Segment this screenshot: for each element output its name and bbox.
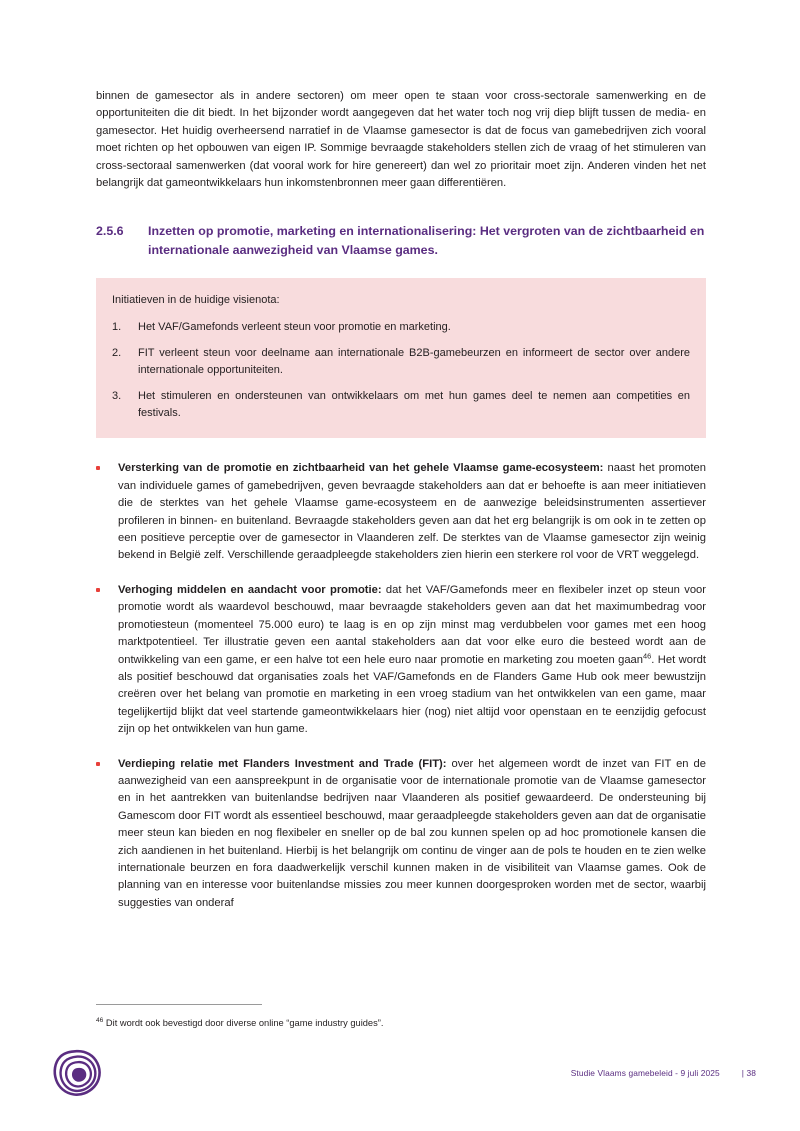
footer-page-number: | 38 [741,1068,756,1078]
list-item [96,582,706,739]
spiral-blob-logo-icon [52,1049,102,1099]
bullet-lead-in: Verdieping relatie met Flanders Investment and Trade (FIT): [118,757,447,770]
footnote-separator-rule [96,1004,262,1005]
page-footer [0,1048,800,1118]
footnote-entry [96,1016,706,1030]
bullet-marker [96,582,118,739]
footer-document-reference: Studie Vlaams gamebeleid - 9 juli 2025 [570,1068,720,1078]
list-item-number: 1. [112,321,122,334]
section-title: Inzetten op promotie, marketing en internationalisering: Het vergroten van de zichtbaarheid en internationale aanwezigheid van Vlaamse games. [148,224,705,258]
bullet-lead-in: Versterking van de promotie en zichtbaarheid van het gehele Vlaamse game-ecosysteem: [118,462,604,475]
list-item [96,460,706,564]
list-item [112,345,690,379]
section-heading [96,222,706,260]
section-number: 2.5.6 [96,224,124,239]
bullet-paragraph-continued: . Het wordt als positief beschouwd dat organisaties zoals het VAF/Gamefonds en de Flanders Game Hub ook meer bewustzijn creëren over het belang van promotie en marketing in een vroeg stadium van het ontwikkelen van een game, maar tegelijkertijd blijkt dat veel startende gameontwikkelaars hier (nog) niet altijd voor openstaan en te eenzijdig gefocust zijn op het ontwikkelen van hun game. [118,653,706,736]
footnote-area [96,1004,706,1030]
initiatives-callout-box [96,278,706,438]
list-item-text: FIT verleent steun voor deelname aan internationale B2B-gamebeurzen en informeert de sector over andere internationale opportuniteiten. [138,347,690,377]
list-item [112,388,690,422]
bulleted-findings-list [96,460,706,912]
list-item-number: 3. [112,390,122,403]
callout-numbered-list [112,319,690,422]
bullet-paragraph: over het algemeen wordt de inzet van FIT en de aanwezigheid van een aanspreekpunt in de organisatie voor de internationale promotie van de Vlaamse gamesector en in het aantrekken van buitenlandse bedrijven naar Vlaanderen als positief gewaardeerd. De ondersteuning bij Gamescom door FIT wordt als essentieel beschouwd, maar geraadpleegde stakeholders geven aan dat de organisatie meer steun kan bieden en nog flexibeler en sneller op de bal zou kunnen spelen op ad hoc promotionele kansen die zich aandienen in het buitenland. Hierbij is het belangrijk om continu de vinger aan de pols te houden en te zien welke internationale beurzen en fora daadwerkelijk verschil kunnen maken in de visibiliteit van Vlaamse games. Ook de planning van en interesse voor buitenlandse missies zou meer kunnen doorgesproken worden met de sector, waarbij suggesties van onderaf [118,757,706,909]
list-item-text: Het stimuleren en ondersteunen van ontwikkelaars om met hun games deel te nemen aan competities en festivals. [138,390,690,420]
bullet-body [118,582,706,739]
footnote-number: 46 [96,1016,104,1024]
bullet-marker [96,460,118,564]
bullet-lead-in: Verhoging middelen en aandacht voor promotie: [118,583,382,596]
list-item [112,319,690,336]
square-bullet-icon [96,588,100,592]
list-item-text: Het VAF/Gamefonds verleent steun voor promotie en marketing. [138,321,451,334]
bullet-paragraph: naast het promoten van individuele games of gamebedrijven, geven bevraagde stakeholders aan dat er behoefte is aan meer initiatieven die de sterktes van het gehele Vlaamse game-ecosysteem en de aanwezige beleidsinstrumenten assertiever profileren in binnen- en buitenland. Bevraagde stakeholders geven aan dat het erg belangrijk is om ook in te zetten op een positieve perceptie over de gamesector in Vlaanderen zelf. De sterktes van de Vlaamse gamesector zijn weinig bekend in België zelf. Verschillende geraadpleegde stakeholders zien hierin een sterkere rol voor de VRT weggelegd. [118,462,706,562]
list-item [96,756,706,913]
bullet-paragraph: dat het VAF/Gamefonds meer en flexibeler inzet op steun voor promotie wordt als waardevol beschouwd, maar bevraagde stakeholders geven aan dat het maximumbedrag voor promotiesteun (momenteel 75.000 euro) te laag is en op zijn minst mag verdubbelen voor games met een hoog marktpotentieel. Ter illustratie geven een aantal stakeholders aan dat voor elke euro die besteed wordt aan de ontwikkeling van een game, er een halve tot een hele euro naar promotie en marketing zou moeten gaan [118,583,706,666]
bullet-marker [96,756,118,913]
page-content [96,88,706,912]
intro-paragraph: binnen de gamesector als in andere sectoren) om meer open te staan voor cross-sectorale samenwerking en de opportuniteiten die dit biedt. In het bijzonder wordt aangegeven dat het water toch nog vrij diep blijft tussen de media- en gamesector. Het huidig overheersend narratief in de Vlaamse gamesector is dat de focus van gamebedrijven zich vooral moet richten op het opbouwen van eigen IP. Sommige bevraagde stakeholders stellen zich de vraag of het stimuleren van cross-sectoraal samenwerken (dat vooral work for hire genereert) dan wel zo prioritair moet zijn. Anderen vinden het net belangrijk dat gameontwikkelaars hun inkomstenbronnen meer gaan differentiëren. [96,90,706,190]
bullet-body [118,460,706,564]
list-item-number: 2. [112,347,122,360]
footnote-reference-46[interactable]: 46 [643,650,652,660]
footnote-text: Dit wordt ook bevestigd door diverse online “game industry guides”. [103,1018,384,1028]
bullet-body [118,756,706,913]
callout-intro-text: Initiatieven in de huidige visienota: [112,294,280,307]
square-bullet-icon [96,466,100,470]
footer-meta [571,1068,756,1078]
square-bullet-icon [96,762,100,766]
